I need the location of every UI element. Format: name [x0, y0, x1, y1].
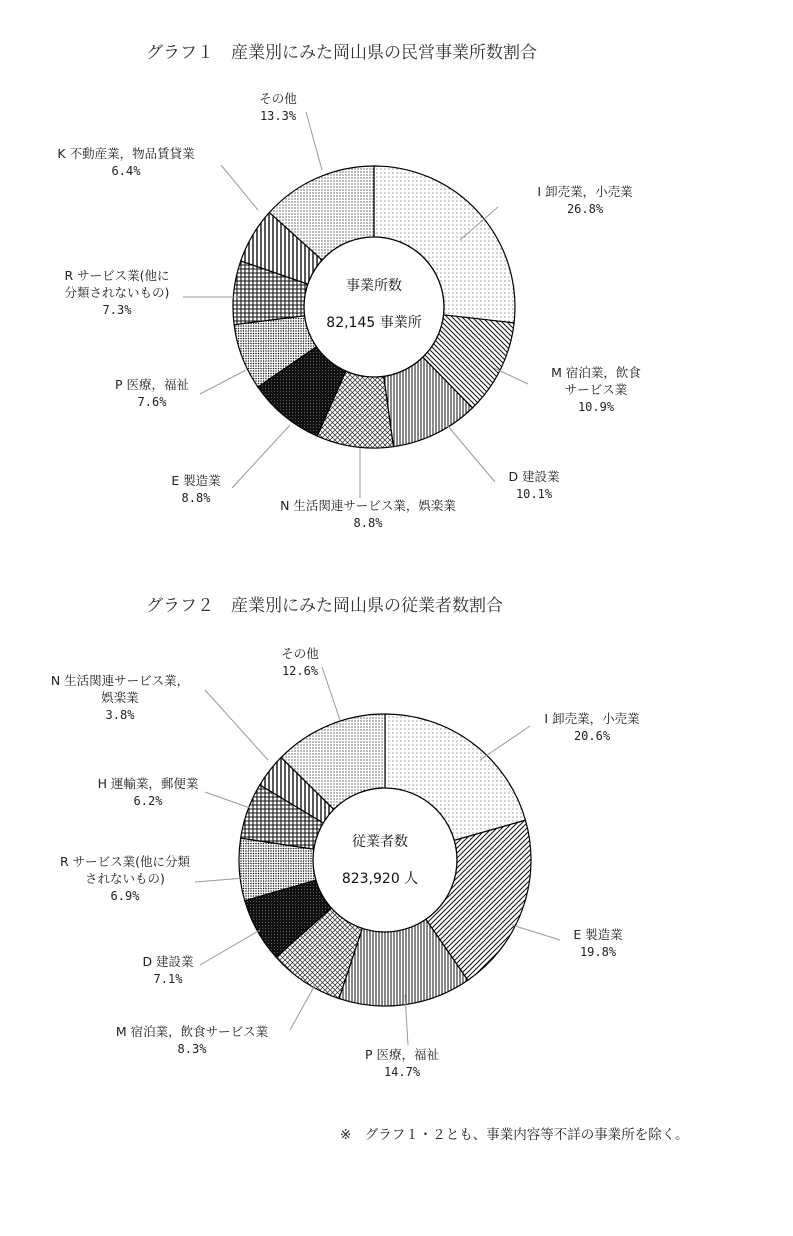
leader-line — [221, 165, 258, 210]
slice-label: H 運輸業，郵便業 — [97, 776, 199, 791]
slice-label: されないもの) — [85, 871, 165, 886]
chart-2-center-label: 従業者数 — [352, 834, 408, 850]
chart-2-center-hole — [313, 788, 457, 932]
slice-percent: 10.1% — [515, 487, 553, 501]
chart-1-center-hole — [304, 237, 444, 377]
chart-1-center-label: 事業所数 — [346, 278, 402, 294]
chart-1-title: グラフ１ 産業別にみた岡山県の民営事業所数割合 — [146, 43, 537, 63]
leader-line — [480, 726, 530, 760]
slice-percent: 8.3% — [177, 1042, 207, 1056]
leader-line — [447, 425, 495, 482]
slice-percent: 20.6% — [573, 729, 611, 743]
slice-label: M 宿泊業，飲食 — [551, 365, 641, 380]
chart-2 — [51, 596, 640, 1079]
slice-label: P 医療，福祉 — [114, 377, 190, 392]
slice-percent: 12.6% — [281, 664, 319, 678]
footnote: ※ グラフ１・２とも、事業内容等不詳の事業所を除く。 — [340, 1127, 689, 1143]
slice-percent: 6.4% — [111, 164, 141, 178]
slice-label: E 製造業 — [171, 473, 221, 488]
slice-label: その他 — [259, 91, 297, 106]
chart-1 — [57, 43, 641, 530]
slice-percent: 6.9% — [110, 889, 140, 903]
slice-percent: 7.6% — [137, 395, 167, 409]
leader-line — [290, 985, 315, 1030]
leader-line — [195, 878, 245, 882]
leader-line — [200, 370, 246, 394]
slice-label: 娯楽業 — [101, 690, 139, 705]
slice-label: 分類されないもの) — [64, 285, 170, 300]
leader-line — [494, 368, 528, 384]
slice-percent: 7.3% — [102, 303, 132, 317]
slice-label: K 不動産業，物品賃貸業 — [57, 146, 195, 161]
slice-percent: 7.1% — [153, 972, 183, 986]
leader-line — [200, 930, 260, 965]
slice-label: N 生活関連サービス業， — [50, 673, 190, 688]
chart-1-center-value: 82,145 事業所 — [326, 315, 422, 331]
slice-label: I 卸売業，小売業 — [537, 184, 633, 199]
slice-percent: 3.8% — [105, 708, 135, 722]
slice-percent: 10.9% — [577, 400, 615, 414]
slice-label: R サービス業(他に分類 — [59, 854, 191, 869]
slice-percent: 19.8% — [579, 945, 617, 959]
slice-percent: 26.8% — [566, 202, 604, 216]
slice-label: その他 — [281, 646, 319, 661]
slice-label: サービス業 — [564, 382, 628, 397]
leader-line — [232, 425, 290, 488]
slice-label: D 建設業 — [142, 954, 194, 969]
leader-line — [306, 112, 322, 170]
slice-percent: 13.3% — [259, 109, 297, 123]
slice-label: R サービス業(他に — [64, 268, 170, 283]
chart-2-title: グラフ２ 産業別にみた岡山県の従業者数割合 — [146, 596, 503, 616]
slice-label: M 宿泊業，飲食サービス業 — [115, 1024, 269, 1039]
slice-percent: 14.7% — [383, 1065, 421, 1079]
slice-percent: 8.8% — [181, 491, 211, 505]
slice-label: D 建設業 — [508, 469, 560, 484]
leader-line — [205, 792, 250, 808]
leader-line — [205, 690, 268, 760]
chart-2-center-value: 823,920 人 — [341, 871, 419, 887]
slice-label: P 医療，福祉 — [364, 1047, 440, 1062]
slice-percent: 6.2% — [133, 794, 163, 808]
slice-label: E 製造業 — [573, 927, 623, 942]
slice-label: N 生活関連サービス業，娯楽業 — [280, 498, 456, 513]
slice-label: I 卸売業，小売業 — [544, 711, 640, 726]
leader-line — [512, 925, 560, 940]
slice-percent: 8.8% — [353, 516, 383, 530]
leader-line — [322, 667, 340, 720]
